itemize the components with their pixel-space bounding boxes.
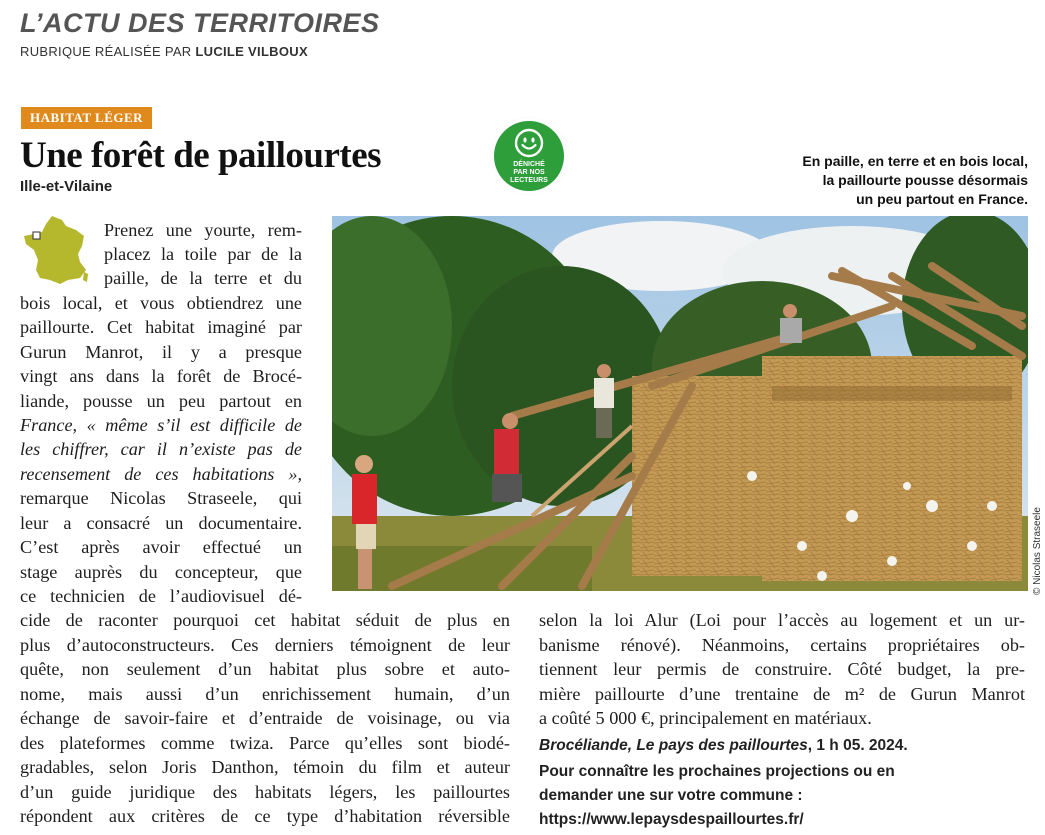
body-line: stage auprès du concepteur, que [20,562,302,582]
rubric-byline [20,44,308,59]
film-reference [539,737,908,755]
body-line: d’un guide juridique des habitats légers, les paillourtes [20,782,510,802]
body-line: C’est après avoir effectué un [20,537,302,557]
body-line: plus d’autoconstructeurs. Ces derniers témoignent de leur [20,635,510,655]
location-label: Ille-et-Vilaine [20,178,113,195]
film-details: , 1 h 05. 2024. [807,737,908,754]
screenings-cta: demander une sur votre commune : [539,787,803,804]
body-line: banisme rénové). Néanmoins, certains propriétaires ob- [539,635,1025,655]
body-line: échange de savoir-faire et d’entraide de voisinage, ou via [20,708,510,728]
smiley-icon [514,128,544,158]
body-line: vingt ans dans la forêt de Brocé- [20,366,302,386]
body-line: recensement de ces habitations », [20,464,302,484]
body-line: gradables, selon Joris Danthon, témoin du film et auteur [20,757,510,777]
caption-line: la paillourte pousse désormais [822,172,1028,188]
body-line: quête, non seulement d’un habitat plus sobre et auto- [20,659,510,679]
body-line: mière paillourte d’une trentaine de m² de Gurun Manrot [539,684,1025,704]
body-line: paillourte. Cet habitat imaginé par [20,317,302,337]
readers-pick-badge [494,121,564,191]
body-line: placez la toile par de la [104,244,302,264]
body-line: remarque Nicolas Straseele, qui [20,488,302,508]
body-line: ce technicien de l’audiovisuel dé- [20,586,302,606]
photo-credit: © Nicolas Straseele [1032,507,1043,595]
france-map-icon [22,214,92,286]
caption-line: un peu partout en France. [856,191,1028,207]
body-line: Prenez une yourte, rem- [104,220,302,240]
byline-author: LUCILE VILBOUX [195,44,308,59]
body-line: selon la loi Alur (Loi pour l’accès au logement et un ur- [539,610,1025,630]
body-line: Gurun Manrot, il y a presque [20,342,302,362]
body-line: les chiffrer, car il n’existe pas de [20,439,302,459]
body-line: tiennent leur permis de construire. Côté budget, la pre- [539,659,1025,679]
caption-line: En paille, en terre et en bois local, [802,153,1028,169]
film-website-link[interactable]: https://www.lepaysdespaillourtes.fr/ [539,811,804,828]
photo-caption [708,152,1028,209]
body-line: paille, de la terre et du [104,268,302,288]
screenings-cta: Pour connaître les prochaines projections ou en [539,763,895,780]
body-line: bois local, et vous obtiendrez une [20,293,302,313]
body-line: France, « même s’il est difficile de [20,415,302,435]
rubric-title: L’ACTU DES TERRITOIRES [20,8,380,38]
section-tag: HABITAT LÉGER [21,107,152,129]
byline-prefix: RUBRIQUE RÉALISÉE PAR [20,44,196,59]
body-line: leur a consacré un documentaire. [20,513,302,533]
body-line: nome, mais aussi d’un enrichissement humain, d’un [20,684,510,704]
headline: Une forêt de paillourtes [20,135,382,176]
article-photo [332,216,1028,591]
body-line: répondent aux critères de ce type d’habitation réversible [20,806,510,826]
film-title: Brocéliande, Le pays des paillourtes [539,737,808,754]
body-line: a coûté 5 000 €, principalement en matériaux. [539,708,872,728]
body-line: liande, pousse un peu partout en [20,391,302,411]
badge-label: DÉNICHÉ PAR NOS LECTEURS [510,161,548,184]
body-line: cide de raconter pourquoi cet habitat séduit de plus en [20,610,510,630]
body-line: des plateformes comme twiza. Parce qu’elles sont biodé- [20,733,510,753]
